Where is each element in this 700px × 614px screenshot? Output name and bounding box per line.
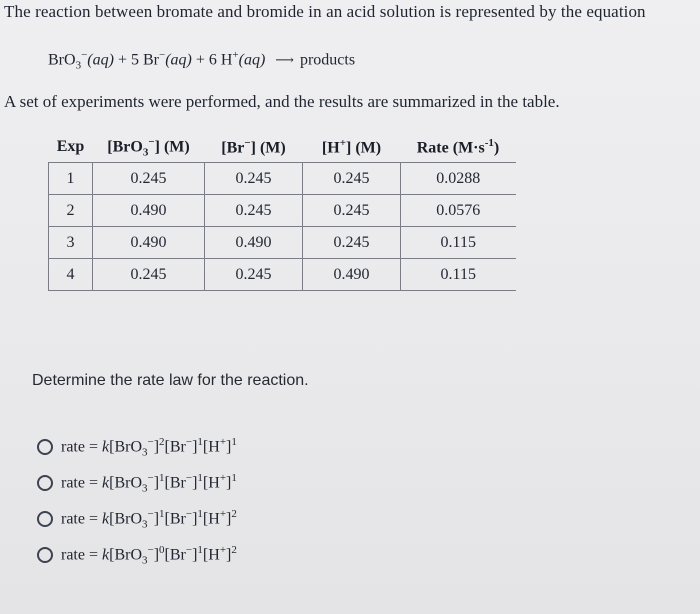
bromide-term: [Br bbox=[164, 438, 186, 456]
cell-bromate: 0.490 bbox=[93, 227, 205, 259]
cell-exp: 2 bbox=[49, 195, 93, 227]
bromide-term: [Br bbox=[164, 474, 186, 492]
table-header-row bbox=[49, 132, 516, 163]
radio-button-icon[interactable] bbox=[37, 547, 53, 563]
experiments-description: A set of experiments were performed, and the results are summarized in the table. bbox=[4, 92, 560, 111]
header-bromide-charge: − bbox=[244, 136, 251, 149]
cell-rate: 0.0288 bbox=[401, 163, 516, 195]
bromide-order: 1 bbox=[197, 507, 203, 520]
hydrogen-charge: + bbox=[219, 507, 227, 520]
bromide-state: (aq) bbox=[165, 51, 192, 69]
header-hydrogen-close: ] (M) bbox=[345, 139, 382, 157]
bromide-charge: − bbox=[185, 435, 193, 448]
rate-constant: k bbox=[102, 546, 110, 564]
bromate-term: [BrO bbox=[109, 546, 142, 564]
header-hydrogen bbox=[303, 132, 401, 163]
hydrogen-term: [H bbox=[202, 510, 220, 528]
header-bromide-close: ] (M) bbox=[250, 139, 286, 157]
cell-hydrogen: 0.490 bbox=[303, 259, 401, 291]
bromide-charge: − bbox=[185, 507, 193, 520]
cell-bromate: 0.245 bbox=[93, 163, 205, 195]
table-row bbox=[49, 259, 516, 291]
cell-bromide: 0.245 bbox=[205, 195, 303, 227]
header-bromate-charge: − bbox=[148, 135, 155, 148]
answer-options bbox=[37, 429, 237, 573]
reaction-equation bbox=[48, 49, 355, 72]
bromate-state: (aq) bbox=[87, 51, 114, 69]
cell-rate: 0.115 bbox=[401, 259, 516, 291]
hydrogen-charge: + bbox=[219, 435, 227, 448]
option-prefix: rate = bbox=[61, 546, 102, 564]
bromide-charge: − bbox=[158, 49, 166, 61]
bromide-charge: − bbox=[185, 543, 193, 556]
answer-option-3[interactable] bbox=[37, 501, 237, 537]
bromate-formula: BrO bbox=[48, 51, 76, 69]
hydrogen-term: [H bbox=[202, 546, 220, 564]
bromide-term: [Br bbox=[164, 546, 186, 564]
hydrogen-charge: + bbox=[219, 543, 227, 556]
bromide-order: 1 bbox=[197, 435, 203, 448]
rate-constant: k bbox=[102, 438, 110, 456]
answer-option-4[interactable] bbox=[37, 537, 237, 573]
radio-button-icon[interactable] bbox=[37, 475, 53, 491]
products-label: products bbox=[299, 51, 356, 69]
header-exp: Exp bbox=[56, 138, 85, 155]
hydrogen-charge: + bbox=[232, 49, 239, 61]
cell-rate: 0.0576 bbox=[401, 195, 516, 227]
bromate-subscript: 3 bbox=[75, 59, 82, 72]
bromate-subscript: 3 bbox=[142, 554, 148, 567]
radio-button-icon[interactable] bbox=[37, 439, 53, 455]
cell-bromide: 0.245 bbox=[205, 259, 303, 291]
rate-constant: k bbox=[102, 474, 110, 492]
cell-exp: 4 bbox=[49, 259, 93, 291]
cell-bromide: 0.245 bbox=[205, 163, 303, 195]
bromate-term: [BrO bbox=[109, 474, 142, 492]
header-bromate-open: [BrO bbox=[107, 138, 143, 156]
hydrogen-order: 2 bbox=[231, 507, 237, 520]
header-bromide-open: [Br bbox=[221, 139, 245, 157]
radio-button-icon[interactable] bbox=[37, 511, 53, 527]
cell-rate: 0.115 bbox=[401, 227, 516, 259]
header-rate-exponent: -1 bbox=[484, 136, 494, 149]
results-table bbox=[48, 132, 516, 291]
bromate-term: [BrO bbox=[109, 510, 142, 528]
header-hydrogen-charge: + bbox=[339, 136, 346, 149]
reaction-arrow-icon: ⟶ bbox=[275, 52, 294, 68]
header-bromate bbox=[93, 132, 205, 163]
bromate-subscript: 3 bbox=[142, 482, 148, 495]
header-rate-open: Rate (M·s bbox=[416, 139, 485, 157]
bromide-charge: − bbox=[185, 471, 193, 484]
header-rate-close: ) bbox=[493, 139, 500, 157]
header-bromate-close: ] (M) bbox=[154, 138, 190, 156]
question-text: Determine the rate law for the reaction. bbox=[32, 372, 309, 389]
bromate-order: 0 bbox=[159, 543, 165, 556]
hydrogen-formula: + 6 H bbox=[195, 51, 233, 69]
header-hydrogen-open: [H bbox=[321, 139, 340, 157]
cell-exp: 1 bbox=[49, 163, 93, 195]
bromide-order: 1 bbox=[197, 543, 203, 556]
header-rate bbox=[401, 132, 516, 163]
hydrogen-term: [H bbox=[202, 438, 220, 456]
option-prefix: rate = bbox=[61, 510, 102, 528]
bromate-charge: − bbox=[147, 543, 154, 556]
hydrogen-term: [H bbox=[202, 474, 220, 492]
bromide-term: [Br bbox=[164, 510, 186, 528]
bromate-charge: − bbox=[147, 507, 154, 520]
table-row bbox=[49, 163, 516, 195]
answer-option-2[interactable] bbox=[37, 465, 237, 501]
bromate-order: 1 bbox=[159, 471, 165, 484]
hydrogen-order: 1 bbox=[231, 435, 237, 448]
option-prefix: rate = bbox=[61, 474, 102, 492]
cell-hydrogen: 0.245 bbox=[303, 163, 401, 195]
cell-hydrogen: 0.245 bbox=[303, 227, 401, 259]
cell-hydrogen: 0.245 bbox=[303, 195, 401, 227]
cell-bromate: 0.490 bbox=[93, 195, 205, 227]
cell-bromate: 0.245 bbox=[93, 259, 205, 291]
bromate-subscript: 3 bbox=[142, 446, 148, 459]
option-label[interactable]: rate = $k[BrO_3^-]^1[Br^-]^1[H^+]^2$ bbox=[61, 507, 237, 531]
option-label[interactable]: rate = $k[BrO_3^-]^1[Br^-]^1[H^+]^1$ bbox=[61, 471, 237, 495]
hydrogen-order: 2 bbox=[231, 543, 237, 556]
bromide-formula: + 5 Br bbox=[117, 51, 159, 69]
bromate-subscript: 3 bbox=[142, 518, 148, 531]
bromate-term: [BrO bbox=[109, 438, 142, 456]
bromate-order: 1 bbox=[159, 507, 165, 520]
header-bromide bbox=[205, 132, 303, 163]
bromate-charge: − bbox=[81, 49, 88, 61]
option-label[interactable]: rate = $k[BrO_3^-]^0[Br^-]^1[H^+]^2$ bbox=[61, 543, 237, 567]
cell-bromide: 0.490 bbox=[205, 227, 303, 259]
cell-exp: 3 bbox=[49, 227, 93, 259]
header-bromate-sub: 3 bbox=[142, 146, 149, 159]
hydrogen-order: 1 bbox=[231, 471, 237, 484]
bromide-order: 1 bbox=[197, 471, 203, 484]
table-row bbox=[49, 195, 516, 227]
bromate-order: 2 bbox=[159, 435, 165, 448]
option-prefix: rate = bbox=[61, 438, 102, 456]
bromate-charge: − bbox=[147, 435, 154, 448]
option-label[interactable]: rate = $k[BrO_3^-]^2[Br^-]^1[H^+]^1$ bbox=[61, 435, 237, 459]
bromate-charge: − bbox=[147, 471, 154, 484]
rate-constant: k bbox=[102, 510, 110, 528]
hydrogen-charge: + bbox=[219, 471, 227, 484]
table-row bbox=[49, 227, 516, 259]
intro-text: The reaction between bromate and bromide in an acid solution is represented by the equation bbox=[4, 2, 646, 21]
hydrogen-state: (aq) bbox=[238, 51, 266, 69]
answer-option-1[interactable] bbox=[37, 429, 237, 465]
